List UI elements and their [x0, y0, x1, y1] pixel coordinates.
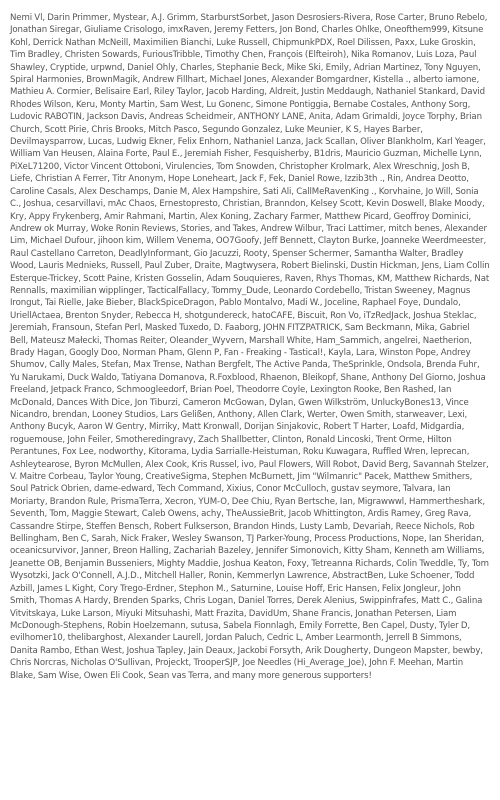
supporter-credits-text: Nemi Vl, Darin Primmer, Mystear, A.J. Grimm, StarburstSorbet, Jason Desrosiers-Rivera, Rose Carter, Bruno Rebelo, Jonathan Siregar, Giuliame Crisologo, imxRaven, Jeremy Fetters, Jon Bond, Charles Ohlke, Oneofthem999, Kitsune Kohl, Derrick Nathan McNeill, Maximilien Bianchi, Luke Russell, ChipmunkPDX, Roel Dilissen, Paxx, Luke Groskin, Tim Bradley, Christen Sowards, FuriousTribble, Timothy Chen, François (Elfteiroh), Nika Romanov, Luis Loza, Paul Shawley, Cryptide, urpwnd, Daniel Ohly, Charles, Stephanie Beck, Mike Ski, Emily, Adrian Martinez, Tony Nguyen, Spiral Harmonies, BrownMagik, Andrew Fillhart, Michael Jones, Alexander Bomgardner, Kistella ., alberto iamone, Mathieu A. Cormier, Belisaire Earl, Riley Taylor, Jacob Harding, Aldreit, Justin Meddaugh, Nathaniel Stankard, David Rhodes Wilson, Keru, Monty Martin, Sam West, Lu Gonenc, Simone Pontiggia, Bernabe Costales, Anthony Sorg, Ludovic RABOTIN, Jackson Davis, Andreas Scheidmeir, ANTHONY LANE, Anita, Adam Grimaldi, Joyce Torphy, Brian Church, Scott Pirie, Chris Brooks, Mitch Pasco, Segundo Gonzalez, Luke Meunier, K S, Hayes Barber, Devilmaysparrow, Lucas, Ludwig Ekner, Felix Enhorn, Nathaniel Lanza, Jack Scallan, Oliver Blankholm, Karl Yeager, William Van Heusen, Alaina Forte, Paul E., Jeremiah Fisher, Fesquisherby, B1dris, Mauricio Guzman, Michelle Lynn, PiXeL71200, Victor Vincent Ottoboni, Virulencies, Tom Snowden, Christopher Krolmark, Alex Wreschnig, Josh B, Liefe, Christian A Ferrer, Titr Anonym, Hope Loneheart, Jack F, Fek, Daniel Rowe, Izzib3th ., Rin, Andrea Deotto, Caroline Casals, Alex Deschamps, Danie M, Alex Hampshire, Sati Ali, CallMeRavenKing ., Korvhaine, Jo Will, Sonia C., Joshua, cesarvillavi, mAc Chaos, Ernestopresto, Christian, Branndon, Kelsey Scott, Kevin Doswell, Blake Moody, Kry, Appy Frykenberg, Amir Rahmani, Martin, Alex Koning, Zachary Farmer, Matthew Picard, Geoffroy Dominici, Andrew ok Murray, Woke Ronin Reviews, Stories, and Takes, Andrew Wilbur, Traci Lattimer, mitch benes, Alexander Lim, Michael Dufour, jihoon kim, Willem Venema, OO7Goofy, Jeff Bennett, Clayton Burke, Joanneke Weerdmeester, Raul Castellano Carreton, DeadlyInformant, Gio Jacuzzi, Rooty, Spenser Schermer, Samantha Walter, Bradley Wood, Lauris Mednieks, Russell, Paul Zuber, Draite, Magtwysera, Robert Bielinski, Dustin Hickman, Jens, Liam Collin Esterque-Trickey, Scott Paine, Kristen Gosselin, Adam Souquieres, Raven, Rhys Thomas, KM, Matthew Richards, Nat Rennalls, maximilian wipplinger, TacticalFallacy, Tommy_Dude, Leonardo Cordebello, Tristan Sweeney, Magnus Irongut, Tai Rielle, Jake Bieber, BlackSpiceDragon, Pablo Montalvo, Madi W., Joceline, Raphael Foye, Dundalo, UriellActaea, Brenton Snyder, Rebecca H, shotgundereck, hatoCAFE, Biscuit, Ron Vo, iTzRedJack, Joshua Steklac, Jeremiah, Fransoun, Stefan Perl, Masked Tuxedo, D. Faaborg, JOHN FITZPATRICK, Sam Beckmann, Mika, Gabriel Bell, Mateusz Małecki, Thomas Reiter, Oleander_Wyvern, Marshall White, Ham_Sammich, angelrei, Naetherion, Brady Hagan, Googly Doo, Norman Pham, Glenn P, Fan - Freaking - Tastical!, Kayla, Lara, Winston Pope, Andrey Shumov, Cally Males, Stefan, Max Trense, Nathan Bergfelt, The Active Panda, TheSprinkle, Ondsola, Brenda Fuhr, Yu Narukami, Duck Waldo, Tatiyana Domanova, R.Foxblood, Rhaenon, Bleikopf, Shane, Anthony Del Giorno, Joshua Freeland, Jetpack Franco, Schmoogleedorf, Brian Poel, Theodorre Coyle, Lexington Rooke, Ben Rashed, Ian McDonald, Dances With Dice, Jon Tiburzi, Cameron McGowan, Dylan, Gwen Wilkström, UnluckyBones13, Vince Nicandro, brendan, Looney Studios, Lars Gelißen, Anthony, Allen Clark, Werter, Owen Smith, starweaver, Lexi, Anthony Bucyk, Aaron W Gentry, Mirriky, Matt Kronwall, Dorijan Sinjakovic, Robert T Harter, Loafd, Midgardia, roguemouse, John Feiler, Smotheredingravy, Zach Shallbetter, Clinton, Ronald Lincoski, Trent Orme, Hilton Perantunes, Fox Lee, nodworthy, Kitorama, Lydia Sarrialle-Heistuman, Roku Kuwagara, Ruffled Wren, leprecan, Ashleytearose, Byron McMullen, Alex Cook, Kris Russel, ivo, Paul Flowers, Will Robot, David Berg, Savannah Stelzer, V. Maitre Corbeau, Taylor Young, CreativeSigma, Stephen McBurnett, Jim "Wilmanric" Pacek, Matthew Smithers, Soul Patrick Obrien, dame-edward, Tech Command, Xixius, Conor McCulloch, gustav seymore, Talvara, Ian Moriarty, Brandon Rule, PrismaTerra, Xecron, YUM-O, Dee Chiu, Ryan Bertsche, Ian, Migrawwwl, Hammertheshark, Seventh, Tom, Maggie Stewart, Caleb Owens, achy, TheAussieBrit, Jacob Whittington, Ardis Ramey, Greg Rava, Cassandre Stirpe, Steffen Bensch, Robert Fulkserson, Brandon Hinds, Lusty Lamb, Devariah, Reece Nichols, Rob Bellingham, Ben C, Sarah, Nick Fraker, Wesley Swanson, TJ Parker-Young, Process Productions, Nope, Ian Sheridan, oceanicsurvivor, Janner, Breon Halling, Zachariah Bazeley, Jennifer Simonovich, Kitty Sham, Kenneth am Williams, Jeanette OB, Benjamin Busseniers, Mighty Maddie, Joshua Keaton, Foxy, Tetreanna Richards, Colin Tweddle, Ty, Tom Wysotzki, Jack O'Connell, A.J.D., Mitchell Haller, Ronin, Kemmerlyn Lawrence, AbstractBen, Luke Schoener, Todd Azbill, James L Kight, Cory Trego-Erdner, Stephon M., Saturnine, Louise Hoff, Eric Hansen, Felix Jongleur, John Smith, Thomas A Hardy, Brenden Sparks, Chris Logan, Daniel Torres, Derek Alenius, Swippinfrafes, Matt C., Galina Vitvitskaya, Luke Larson, Miyuki Mitsuhashi, Matt Frazita, DavidUm, Shane Francis, Jonathan Petersen, Liam McDonough-Stephens, Robin Hoelzemann, sutusa, Sabela Fionnlagh, Emily Forrette, Ben Capel, Dusty, Tyler D, evilhomer10, thelibarghost, Alexander Laurell, Jordan Paluch, Cedric L, Amber Learmonth, Jerrell B Simmons, Danita Rambo, Ethan West, Joshua Tapley, Jain Deaux, Jackobi Forsyth, Arik Dougherty, Dungeon Mapster, bewby, Chris Norcras, Nicholas O'Sullivan, Projeckt, TrooperSJP, Joe Needles (Hi_Average_Joe), John F. Meehan, Martin Blake, Sam Wise, Owen Eli Cook, Sean vas Terra, and many more generous supporters!: [10, 13, 490, 681]
